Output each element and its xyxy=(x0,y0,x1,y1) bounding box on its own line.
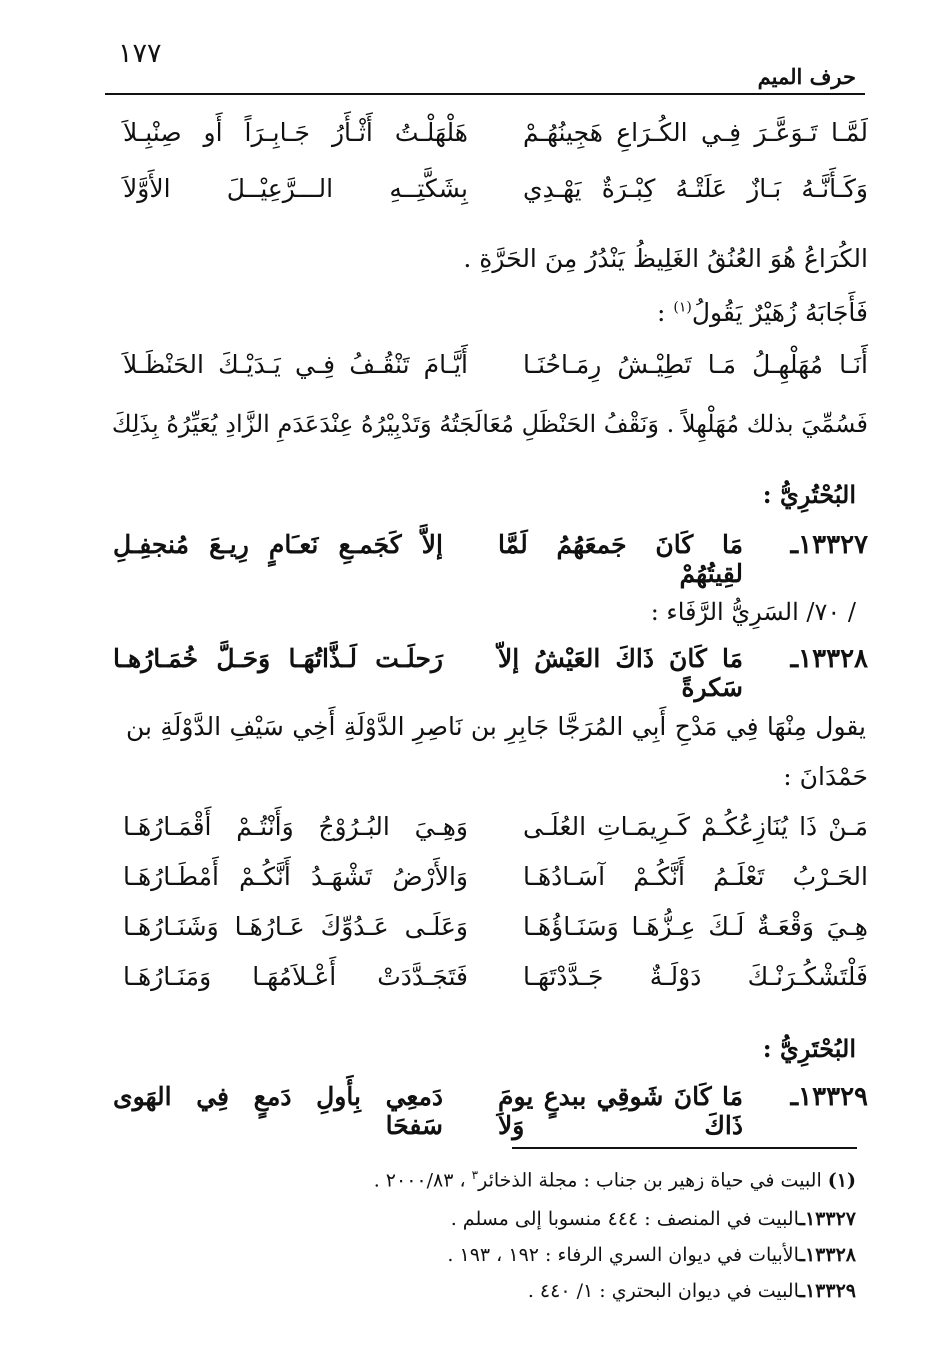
footnote-number: ١٣٣٢٧ـ xyxy=(799,1208,856,1230)
verse-line xyxy=(123,812,868,856)
footnote xyxy=(528,1280,856,1302)
zuhair-intro-line xyxy=(113,298,868,327)
poet-heading-sari: / ٧٠/ السَرِيُّ الرَّفَاء : xyxy=(650,598,856,626)
entry-number: ١٣٣٢٧ـ xyxy=(790,530,868,560)
verse-entry-13329 xyxy=(113,1082,868,1140)
verse-first-hemistich: مَـنْ ذَا يُنَازِعُكُـمْ كَـرِيمَـاتِ العُلَـى xyxy=(523,812,868,841)
page-number: ١٧٧ xyxy=(118,38,162,69)
verse-second-hemistich: وَهِـيَ البُـرُوْجُ وَأَنْتُـمْ أَقْمَـارُهَـا xyxy=(123,812,468,841)
footnote-superscript: ٣ xyxy=(471,1168,479,1182)
verse-second-hemistich: أَيَّـامَ تَنْقُـفُ فِـي يَـدَيْـكَ الحَنْظَـلاَ xyxy=(123,350,468,379)
footnote-rule xyxy=(512,1147,857,1149)
intro-colon: : xyxy=(656,298,674,327)
verse-second-hemistich: وَالأَرْضُ تَشْهَـدُ أَنَّكُـمْ أَمْطَـارُهَـا xyxy=(123,862,468,891)
header-rule xyxy=(105,93,865,95)
verse-first-hemistich: الحَـرْبُ تَعْلَـمُ أَنَّكُـمْ آسَـادُهَـا xyxy=(523,862,868,891)
verse-line xyxy=(123,118,868,162)
zuhair-intro: فَأَجَابَهُ زُهَيْرٌ يَقُولُ xyxy=(691,298,868,327)
verse-entry-13328 xyxy=(113,644,868,702)
verse-second-hemistich: رَحلَـت لَـذَّاتُهَـا وَحَـلَّ خُمَـارُهـا xyxy=(113,644,443,673)
verse-second-hemistich: دَمعِي بِأَولِ دَمعٍ فِي الهَوى سَفحَا xyxy=(113,1082,443,1140)
footnote-number: ١٣٣٢٩ـ xyxy=(799,1280,856,1302)
verse-line xyxy=(123,862,868,906)
footnote xyxy=(374,1168,856,1191)
verse-line xyxy=(123,962,868,1006)
verse-first-hemistich: أَنَـا مُهَلْهِـلُ مَـا تَطِيْـشُ رِمَـاحُنَـا xyxy=(523,350,868,379)
chapter-title: حرف الميم xyxy=(757,64,856,89)
footnote-text: البيت في ديوان البحتري : ١/ ٤٤٠ . xyxy=(527,1280,800,1302)
verse-second-hemistich: إلاَّ كَجَمـعِ نَعـَامٍ رِيـعَ مُنجفِـلِ xyxy=(113,530,443,559)
verse-line xyxy=(123,174,868,218)
verse-line xyxy=(123,912,868,956)
footnote-number: ١٣٣٢٨ـ xyxy=(799,1244,856,1266)
entry-number: ١٣٣٢٨ـ xyxy=(790,644,868,674)
footnote-tail: ، ٢٠٠٠/٨٣ . xyxy=(373,1169,466,1192)
verse-first-hemistich: وَكَـأَنَّـهُ بَـازٌ عَلَتْـهُ كِبْـرَةٌ يَهْـدِي xyxy=(523,174,868,203)
gloss-hanzal: فَسُمِّيَ بذلك مُهَلْهِلاً . وَنَقْفُ الحَنْظَلِ مُعَالَجَتُهُ وَتَدْبِيْرُهُ عِنْدَعَدَمِ الزَّادِ يُعَيِّرُهُ بِذَلِكَ xyxy=(111,410,868,438)
verse-second-hemistich: بِشَكَّتِــهِ الـــرَّعِيْــلَ الأَوَّلاَ xyxy=(123,174,468,203)
verse-second-hemistich: وَعَلَـى عَـدُوِّكَ عَـارُهَـا وَشَنَـارُهَـا xyxy=(123,912,468,941)
footnote-text: البيت في حياة زهير بن جناب : مجلة الذخائر xyxy=(478,1169,822,1192)
gloss-kura: الكُرَاعُ هُوَ العُنُقُ الغَلِيظُ يَنْدُرُ مِنَ الحَرَّةِ . xyxy=(463,244,868,273)
footnote-text: البيت في المنصف : ٤٤٤ منسوبا إلى مسلم . xyxy=(450,1208,800,1230)
verse-entry-13327 xyxy=(113,530,868,588)
footnote-number: (١) xyxy=(827,1169,856,1192)
verse-first-hemistich: فَلْتَشْكُـرَنْـكَ دَوْلَـةٌ جَـدَّدْتَهَـا xyxy=(523,962,868,991)
madh-intro-line-2: حَمْدَانَ : xyxy=(783,762,868,791)
entry-number: ١٣٣٢٩ـ xyxy=(790,1082,868,1112)
verse-first-hemistich: مَا كَانَ شَوقِي ببدعٍ يومَ ذَاكَ وَلاَ xyxy=(498,1082,743,1140)
footnote xyxy=(447,1244,856,1266)
verse-first-hemistich: لَمَّـا تَـوَعَّـرَ فِـي الكُـرَاعِ هَجِينُهُـمْ xyxy=(523,118,868,147)
verse-first-hemistich: هِـيَ وَقْعَـةٌ لَـكَ عِـزُّهَـا وَسَنَـاؤُهَـا xyxy=(523,912,868,941)
verse-second-hemistich: هَلْهَلْـتُ أَثْـأَرُ جَـابِـرَاً أَو صِنْبِـلاَ xyxy=(123,118,468,147)
footnote-marker: (١) xyxy=(673,299,692,316)
poet-name: البُحْتَرِيُّ : xyxy=(762,1034,856,1063)
footnote-text: الأبيات في ديوان السري الرفاء : ١٩٢ ، ١٩٣ . xyxy=(447,1244,800,1266)
madh-intro-line-1: يقول مِنْهَا فِي مَدْحِ أَبِي المُرَجَّا جَابِرِ بن نَاصِرِ الدَّوْلَةِ أَخِي سَيْفِ الدَّوْلَةِ بن xyxy=(126,712,866,741)
verse-second-hemistich: فَتَجَـدَّدَتْ أَعْـلاَمُهَـا وَمَنَـارُهَـا xyxy=(123,962,468,991)
verse-first-hemistich: مَا كَانَ ذَاكَ العَيْشُ إلاّ سَكرةً xyxy=(498,644,743,702)
footnote xyxy=(451,1208,856,1230)
verse-first-hemistich: مَا كَانَ جَمعَهُمُ لَمَّا لقِيتُهُمْ xyxy=(498,530,743,588)
poet-name: البُحْتُرِيُّ : xyxy=(762,480,856,509)
verse-line xyxy=(123,350,868,394)
